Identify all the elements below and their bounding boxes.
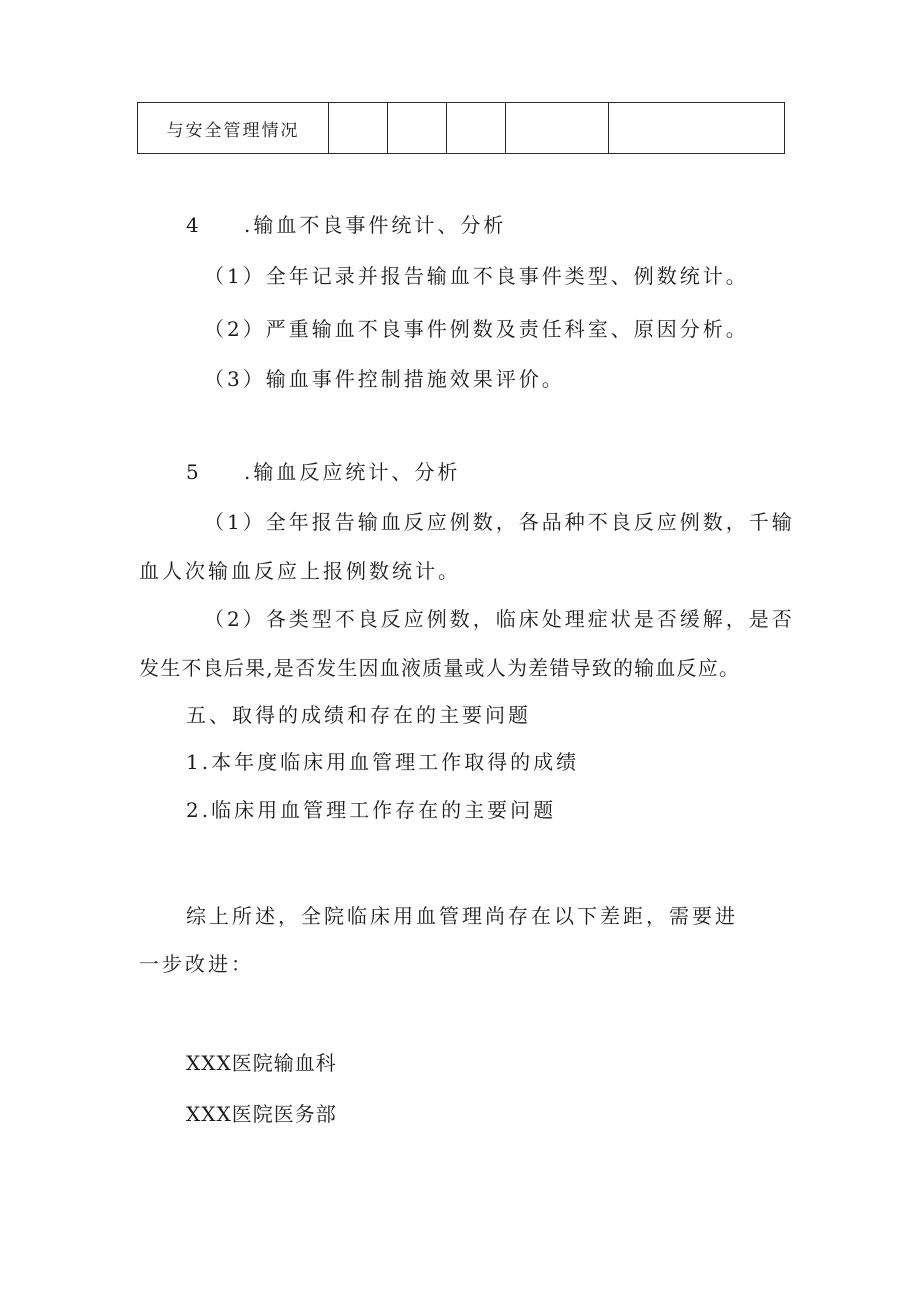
signature-medical-affairs-dept: XXX医院医务部 [186,1102,337,1126]
signature-transfusion-dept: XXX医院输血科 [186,1051,337,1075]
table-row [138,103,785,154]
section5-title: .输血反应统计、分析 [244,460,461,484]
section5-item1-line1: （1）全年报告输血反应例数，各品种不良反应例数，千输 [204,510,795,534]
section-five-item1: 1.本年度临床用血管理工作取得的成绩 [186,750,580,774]
table-cell [447,103,506,154]
section5-number: 5 [186,460,199,484]
summary-line1: 综上所述，全院临床用血管理尚存在以下差距，需要进 [186,904,738,928]
section5-item2-line1: （2）各类型不良反应例数，临床处理症状是否缓解，是否 [204,607,795,631]
section4-item3: （3）输血事件控制措施效果评价。 [204,367,565,391]
table-cell [329,103,388,154]
section5-heading [186,462,460,482]
section5-item1-line2: 血人次输血反应上报例数统计。 [139,559,461,583]
table-row-label: 与安全管理情况 [138,103,329,154]
section-five-item2: 2.临床用血管理工作存在的主要问题 [186,798,557,822]
section4-item2: （2）严重输血不良事件例数及责任科室、原因分析。 [204,317,749,341]
table-cell [388,103,447,154]
section4-title: .输血不良事件统计、分析 [244,213,507,237]
summary-table [137,102,785,154]
section4-item1: （1）全年记录并报告输血不良事件类型、例数统计。 [204,264,749,288]
section4-number: 4 [186,213,199,237]
summary-line2: 一步改进： [139,952,254,976]
section5-item2-line2: 发生不良后果,是否发生因血液质量或人为差错导致的输血反应。 [139,656,741,680]
section-five-heading: 五、取得的成绩和存在的主要问题 [186,703,531,727]
table-cell [506,103,609,154]
table-cell [609,103,785,154]
section4-heading [186,215,506,235]
